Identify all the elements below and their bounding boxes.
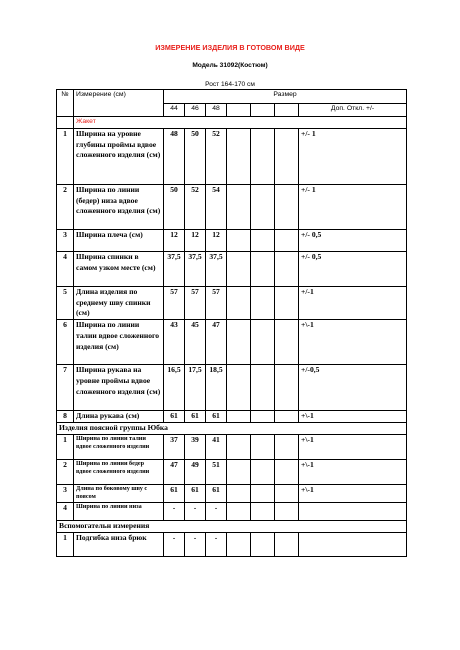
cell-48: 47 bbox=[206, 320, 227, 365]
cell-tolerance: +/- 0,5 bbox=[299, 251, 407, 286]
table-row bbox=[57, 320, 407, 365]
cell-44: 43 bbox=[164, 320, 185, 365]
table-row bbox=[57, 365, 407, 411]
cell-tolerance: +/- 1 bbox=[299, 184, 407, 229]
cell-tolerance: +\-1 bbox=[299, 320, 407, 365]
document-title: ИЗМЕРЕНИЕ ИЗДЕЛИЯ В ГОТОВОМ ВИДЕ bbox=[155, 43, 305, 52]
cell-tolerance: +/- 0,5 bbox=[299, 229, 407, 251]
cell-46: 45 bbox=[185, 320, 206, 365]
size-44: 44 bbox=[164, 104, 185, 117]
cell-44: 12 bbox=[164, 229, 185, 251]
col-measure-header: Измерение (см) bbox=[74, 90, 164, 117]
cell-46: 39 bbox=[185, 434, 206, 459]
measurement-table bbox=[56, 89, 407, 557]
cell-tolerance: +\-1 bbox=[299, 434, 407, 459]
section-row bbox=[57, 520, 407, 532]
cell-48: 54 bbox=[206, 184, 227, 229]
table-row bbox=[57, 434, 407, 459]
row-no: 3 bbox=[57, 484, 74, 502]
cell-46: - bbox=[185, 502, 206, 520]
row-no: 6 bbox=[57, 320, 74, 365]
cell-48: 61 bbox=[206, 484, 227, 502]
row-name: Ширина по линии бедер вдвое сложенного изделии bbox=[74, 459, 164, 484]
row-name: Ширина плеча (см) bbox=[74, 229, 164, 251]
row-no: 5 bbox=[57, 286, 74, 319]
cell-tolerance: +/-1 bbox=[299, 286, 407, 319]
cell-44: 47 bbox=[164, 459, 185, 484]
size-48: 48 bbox=[206, 104, 227, 117]
row-no: 4 bbox=[57, 502, 74, 520]
cell-tolerance: +/-0,5 bbox=[299, 365, 407, 411]
row-name: Ширина по линии талии вдвое сложенного изделии bbox=[74, 434, 164, 459]
row-name: Ширина по линии талии вдвое сложенного изделия (см) bbox=[74, 320, 164, 365]
row-no: 8 bbox=[57, 411, 74, 423]
cell-48: - bbox=[206, 532, 227, 556]
row-name: Длина рукава (см) bbox=[74, 411, 164, 423]
row-no: 1 bbox=[57, 434, 74, 459]
cell-48: - bbox=[206, 502, 227, 520]
cell-48: 18,5 bbox=[206, 365, 227, 411]
cell-44: 48 bbox=[164, 128, 185, 184]
size-empty bbox=[251, 104, 275, 117]
row-no: 4 bbox=[57, 251, 74, 286]
row-name: Ширина на уровне глубины проймы вдвое сложенного изделия (см) bbox=[74, 128, 164, 184]
col-tolerance-header: Доп. Откл. +/- bbox=[299, 104, 407, 117]
cell-48: 37,5 bbox=[206, 251, 227, 286]
cell-48: 12 bbox=[206, 229, 227, 251]
height-label: Рост 164-170 см bbox=[205, 81, 255, 88]
row-no: 2 bbox=[57, 459, 74, 484]
cell-tolerance bbox=[299, 502, 407, 520]
table-row bbox=[57, 128, 407, 184]
cell-44: - bbox=[164, 502, 185, 520]
row-name: Ширина спинки в самом узком месте (см) bbox=[74, 251, 164, 286]
section-aux: Вспомогательн измерения bbox=[57, 520, 407, 532]
cell-44: 37,5 bbox=[164, 251, 185, 286]
row-no: 1 bbox=[57, 532, 74, 556]
table-row bbox=[57, 459, 407, 484]
row-name: Ширина по линии низа bbox=[74, 502, 164, 520]
cell-tolerance bbox=[299, 532, 407, 556]
table-row bbox=[57, 184, 407, 229]
cell-46: 61 bbox=[185, 411, 206, 423]
section-row bbox=[57, 117, 407, 129]
cell-46: - bbox=[185, 532, 206, 556]
row-name: Ширина рукава на уровне проймы вдвое сложенного изделия (см) bbox=[74, 365, 164, 411]
cell-48: 41 bbox=[206, 434, 227, 459]
table-row bbox=[57, 251, 407, 286]
header-row bbox=[57, 90, 407, 104]
size-46: 46 bbox=[185, 104, 206, 117]
table-row bbox=[57, 286, 407, 319]
cell-48: 57 bbox=[206, 286, 227, 319]
cell-tolerance: +\-1 bbox=[299, 484, 407, 502]
model-label: Модель 31092(Костюм) bbox=[192, 62, 268, 69]
cell-46: 57 bbox=[185, 286, 206, 319]
row-no: 2 bbox=[57, 184, 74, 229]
cell-44: - bbox=[164, 532, 185, 556]
cell-46: 52 bbox=[185, 184, 206, 229]
row-name: Длина изделия по среднему шву спинки (см) bbox=[74, 286, 164, 319]
section-jacket: Жакет bbox=[74, 117, 407, 129]
row-no: 7 bbox=[57, 365, 74, 411]
table-row bbox=[57, 502, 407, 520]
cell-44: 50 bbox=[164, 184, 185, 229]
row-name: Длина по боковому шву с поясом bbox=[74, 484, 164, 502]
cell-tolerance: +/- 1 bbox=[299, 128, 407, 184]
cell-48: 51 bbox=[206, 459, 227, 484]
section-row bbox=[57, 422, 407, 434]
section-waist: Изделия поясной группы Юбка bbox=[57, 422, 407, 434]
cell-46: 50 bbox=[185, 128, 206, 184]
table-row bbox=[57, 532, 407, 556]
cell-46: 37,5 bbox=[185, 251, 206, 286]
cell-tolerance: +\-1 bbox=[299, 459, 407, 484]
col-size-header: Размер bbox=[164, 90, 407, 104]
row-no: 3 bbox=[57, 229, 74, 251]
col-no-header: № bbox=[57, 90, 74, 117]
row-no: 1 bbox=[57, 128, 74, 184]
size-empty bbox=[227, 104, 251, 117]
row-name: Ширина по линии (бедер) низа вдвое сложенного изделия (см) bbox=[74, 184, 164, 229]
cell-46: 17,5 bbox=[185, 365, 206, 411]
table-row bbox=[57, 411, 407, 423]
cell-46: 12 bbox=[185, 229, 206, 251]
cell-48: 61 bbox=[206, 411, 227, 423]
cell-44: 16,5 bbox=[164, 365, 185, 411]
cell-46: 49 bbox=[185, 459, 206, 484]
cell-44: 61 bbox=[164, 484, 185, 502]
cell-44: 57 bbox=[164, 286, 185, 319]
row-name: Подгибка низа брюк bbox=[74, 532, 164, 556]
table-row bbox=[57, 229, 407, 251]
cell-44: 61 bbox=[164, 411, 185, 423]
cell-46: 61 bbox=[185, 484, 206, 502]
size-empty bbox=[275, 104, 299, 117]
cell-tolerance: +\-1 bbox=[299, 411, 407, 423]
cell-44: 37 bbox=[164, 434, 185, 459]
table-row bbox=[57, 484, 407, 502]
cell-48: 52 bbox=[206, 128, 227, 184]
